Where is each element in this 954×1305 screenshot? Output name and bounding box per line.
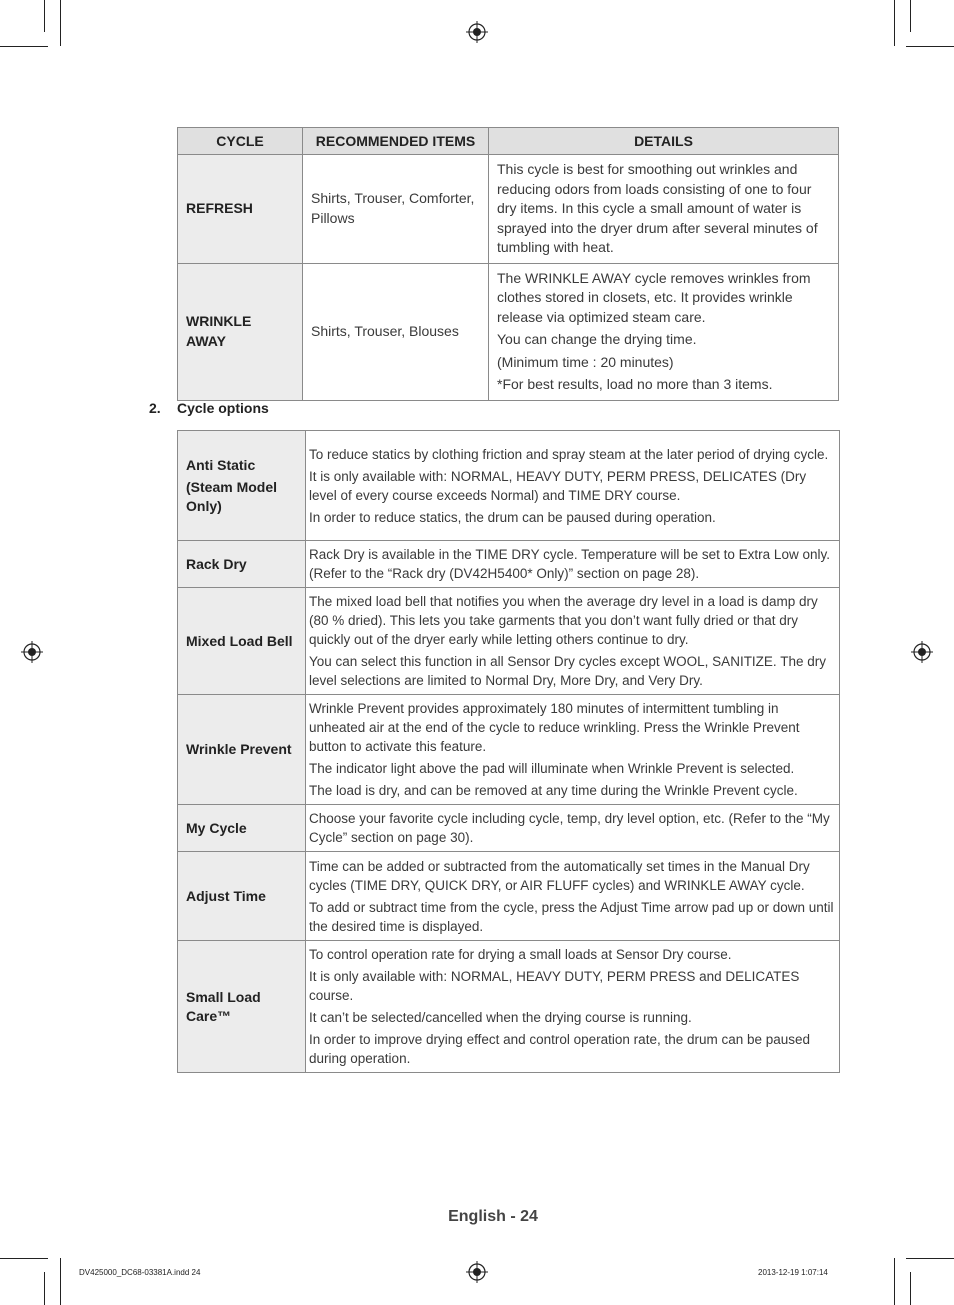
date-slug: 2013-12-19 1:07:14 xyxy=(758,1268,828,1277)
file-slug: DV425000_DC68-03381A.indd 24 xyxy=(79,1268,201,1277)
detail-text: The WRINKLE AWAY cycle removes wrinkles from clothes stored in closets, etc. It provides wrinkle release via optimized steam care. xyxy=(497,269,811,325)
table-row xyxy=(178,588,840,695)
section-title: Cycle options xyxy=(177,400,269,416)
crop-mark xyxy=(60,0,61,46)
detail-text: The load is dry, and can be removed at any time during the Wrinkle Prevent cycle. xyxy=(309,783,798,798)
crop-mark xyxy=(910,0,911,32)
crop-mark xyxy=(60,1258,61,1305)
section-heading xyxy=(149,400,269,416)
section-number: 2. xyxy=(149,400,161,416)
registration-mark-icon xyxy=(911,641,933,663)
table-row xyxy=(178,941,840,1073)
column-header-details: DETAILS xyxy=(489,128,839,155)
page-number: English - 24 xyxy=(448,1208,538,1225)
cycle-details xyxy=(489,263,839,400)
option-details xyxy=(306,541,840,588)
option-details xyxy=(306,805,840,852)
cycle-table xyxy=(177,127,839,401)
crop-mark xyxy=(44,0,45,32)
table-row xyxy=(178,541,840,588)
detail-text: Rack Dry is available in the TIME DRY cycle. Temperature will be set to Extra Low only. (Refer to the “Rack dry (DV42H5400* Only)” section on page 28). xyxy=(309,547,830,581)
option-name: Adjust Time xyxy=(178,852,306,941)
crop-mark xyxy=(0,1258,48,1259)
detail-text: Choose your favorite cycle including cycle, temp, dry level option, etc. (Refer to the “My Cycle” section on page 30). xyxy=(309,811,830,845)
option-name xyxy=(178,431,306,541)
detail-text: It is only available with: NORMAL, HEAVY DUTY, PERM PRESS and DELICATES course. xyxy=(309,969,800,1003)
table-header-row xyxy=(178,128,839,155)
detail-text: (Minimum time : 20 minutes) xyxy=(497,353,674,370)
crop-mark xyxy=(894,1258,895,1305)
cycle-name: REFRESH xyxy=(178,155,303,264)
registration-mark-icon xyxy=(21,641,43,663)
detail-text: The mixed load bell that notifies you when the average dry level in a load is damp dry (80 % dried). This lets you take garments that you don’t want fully dried or that dry quickly out of the dryer early while letting others continue to dry. xyxy=(309,594,818,647)
crop-mark xyxy=(906,1258,954,1259)
option-name: My Cycle xyxy=(178,805,306,852)
crop-mark xyxy=(44,1272,45,1305)
option-name-line: (Steam Model Only) xyxy=(186,478,278,514)
cycle-name: WRINKLE AWAY xyxy=(178,263,303,400)
detail-text: *For best results, load no more than 3 items. xyxy=(497,376,773,392)
detail-text: The indicator light above the pad will illuminate when Wrinkle Prevent is selected. xyxy=(309,761,795,776)
column-header-cycle: CYCLE xyxy=(178,128,303,155)
detail-text: To reduce statics by clothing friction and spray steam at the later period of drying cycle. xyxy=(309,446,829,462)
detail-text: You can change the drying time. xyxy=(497,331,697,347)
table-row xyxy=(178,263,839,400)
table-row xyxy=(178,695,840,805)
detail-text: It is only available with: NORMAL, HEAVY DUTY, PERM PRESS, DELICATES (Dry level of every course exceeds Normal) and TIME DRY course. xyxy=(309,468,807,503)
option-details xyxy=(306,852,840,941)
crop-mark xyxy=(910,1272,911,1305)
table-row xyxy=(178,852,840,941)
recommended-items: Shirts, Trouser, Blouses xyxy=(303,263,489,400)
crop-mark xyxy=(906,46,954,47)
detail-text: To control operation rate for drying a small loads at Sensor Dry course. xyxy=(309,947,732,962)
detail-text: In order to reduce statics, the drum can be paused during operation. xyxy=(309,509,716,525)
crop-mark xyxy=(894,0,895,46)
detail-text: Wrinkle Prevent provides approximately 180 minutes of intermittent tumbling in unheated air at the end of the cycle to reduce wrinkling. Press the Wrinkle Prevent button to activate this feature. xyxy=(309,701,800,754)
option-details xyxy=(306,588,840,695)
table-row xyxy=(178,431,840,541)
crop-mark xyxy=(0,46,48,47)
option-details xyxy=(306,941,840,1073)
detail-text: You can select this function in all Sensor Dry cycles except WOOL, SANITIZE. The dry level selections are limited to Normal Dry, More Dry, and Very Dry. xyxy=(309,654,826,688)
option-name: Small Load Care™ xyxy=(178,941,306,1073)
option-name: Wrinkle Prevent xyxy=(178,695,306,805)
option-details xyxy=(306,431,840,541)
cycle-options-table xyxy=(177,430,840,1073)
option-name-line: Anti Static xyxy=(186,456,256,473)
option-name: Rack Dry xyxy=(178,541,306,588)
detail-text: In order to improve drying effect and control operation rate, the drum can be paused during operation. xyxy=(309,1032,811,1066)
registration-mark-icon xyxy=(466,21,488,43)
option-details xyxy=(306,695,840,805)
table-row xyxy=(178,805,840,852)
recommended-items: Shirts, Trouser, Comforter, Pillows xyxy=(303,155,489,264)
detail-text: Time can be added or subtracted from the automatically set times in the Manual Dry cycles (TIME DRY, QUICK DRY, or AIR FLUFF cycles) and WRINKLE AWAY cycle. xyxy=(309,858,810,893)
detail-text: To add or subtract time from the cycle, press the Adjust Time arrow pad up or down until the desired time is displayed. xyxy=(309,899,834,934)
option-name: Mixed Load Bell xyxy=(178,588,306,695)
registration-mark-icon xyxy=(466,1261,488,1283)
column-header-recommended-items: RECOMMENDED ITEMS xyxy=(303,128,489,155)
cycle-details xyxy=(489,155,839,264)
detail-text: It can’t be selected/cancelled when the drying course is running. xyxy=(309,1010,692,1025)
detail-text: This cycle is best for smoothing out wrinkles and reducing odors from loads consisting of one to four dry items. In this cycle a small amount of water is sprayed into the dryer drum after several minutes of tumbling with heat. xyxy=(497,161,818,255)
table-row xyxy=(178,155,839,264)
